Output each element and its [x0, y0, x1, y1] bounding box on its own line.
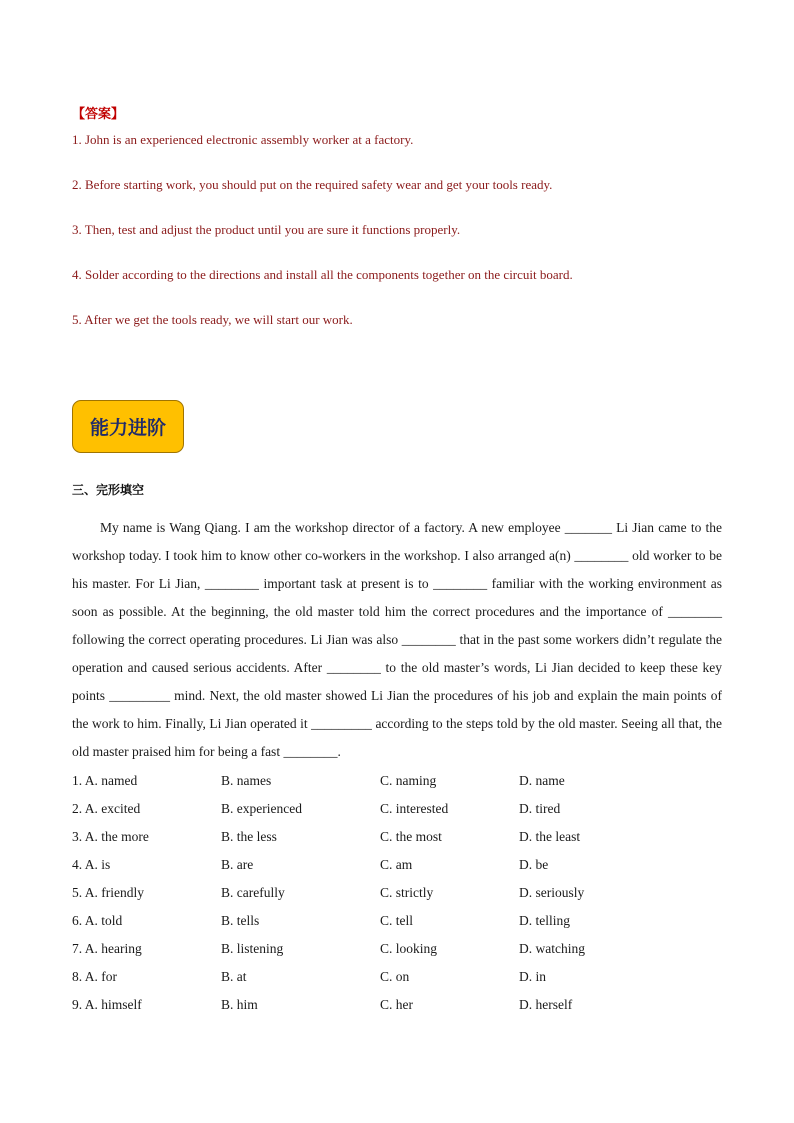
option-c: C. strictly — [380, 885, 434, 900]
section-badge — [72, 400, 184, 453]
answer-line-2: 2. Before starting work, you should put on the required safety wear and get your tools ready. — [72, 177, 553, 192]
option-b: B. names — [221, 773, 272, 788]
option-d: D. watching — [519, 941, 585, 956]
answer-line-5: 5. After we get the tools ready, we will start our work. — [72, 312, 353, 327]
question-row — [72, 991, 722, 1019]
option-b: B. listening — [221, 941, 284, 956]
option-a: 9. A. himself — [72, 997, 142, 1012]
option-d: D. tired — [519, 801, 561, 816]
option-c: C. interested — [380, 801, 449, 816]
option-c: C. tell — [380, 913, 413, 928]
option-a: 7. A. hearing — [72, 941, 142, 956]
option-b: B. at — [221, 969, 247, 984]
question-row — [72, 963, 722, 991]
option-a: 8. A. for — [72, 969, 117, 984]
section-badge-label: 能力进阶 — [89, 417, 166, 439]
answer-line-1: 1. John is an experienced electronic assembly worker at a factory. — [72, 132, 414, 147]
option-a: 4. A. is — [72, 857, 111, 872]
option-a: 3. A. the more — [72, 829, 149, 844]
option-b: B. experienced — [221, 801, 302, 816]
answer-line-4: 4. Solder according to the directions and install all the components together on the circuit board. — [72, 267, 573, 282]
option-b: B. are — [221, 857, 254, 872]
section-title: 三、完形填空 — [72, 483, 145, 497]
option-a: 6. A. told — [72, 913, 123, 928]
question-row — [72, 795, 722, 823]
answer-line-3: 3. Then, test and adjust the product until you are sure it functions properly. — [72, 222, 461, 237]
question-row — [72, 851, 722, 879]
option-d: D. name — [519, 773, 565, 788]
question-row — [72, 907, 722, 935]
option-c: C. the most — [380, 829, 442, 844]
question-row — [72, 935, 722, 963]
cloze-passage: My name is Wang Qiang. I am the workshop director of a factory. A new employee _______ Li Jian came to the workshop today. I took him to know other co-workers in the workshop. I also arranged a(n) ________ old worker to be his master. For Li Jian, ________ important task at present is to ________ familiar with the working environment as soon as possible. At the beginning, the old master told him the correct procedures and the importance of ________ following the correct operating procedures. Li Jian was also ________ that in the past some workers didn’t regulate the operation and caused serious accidents. After ________ to the old master’s words, Li Jian decided to keep these key points _________ mind. Next, the old master showed Li Jian the procedures of his job and explain the main points of the work to him. Finally, Li Jian operated it _________ according to the steps told by the old master. Seeing all that, the old master praised him for being a fast ________. — [72, 520, 722, 759]
answer-header: 【答案】 — [72, 107, 125, 122]
option-d: D. telling — [519, 913, 570, 928]
option-c: C. her — [380, 997, 413, 1012]
option-c: C. am — [380, 857, 413, 872]
option-c: C. naming — [380, 773, 437, 788]
option-b: B. tells — [221, 913, 260, 928]
option-c: C. on — [380, 969, 410, 984]
option-b: B. the less — [221, 829, 277, 844]
option-c: C. looking — [380, 941, 438, 956]
option-a: 1. A. named — [72, 773, 138, 788]
option-a: 5. A. friendly — [72, 885, 144, 900]
question-row — [72, 823, 722, 851]
option-d: D. herself — [519, 997, 573, 1012]
option-d: D. the least — [519, 829, 581, 844]
question-row — [72, 767, 722, 795]
option-d: D. seriously — [519, 885, 585, 900]
option-d: D. be — [519, 857, 549, 872]
option-b: B. him — [221, 997, 258, 1012]
question-row — [72, 879, 722, 907]
question-options-list — [72, 767, 722, 1019]
option-a: 2. A. excited — [72, 801, 141, 816]
option-b: B. carefully — [221, 885, 285, 900]
option-d: D. in — [519, 969, 546, 984]
